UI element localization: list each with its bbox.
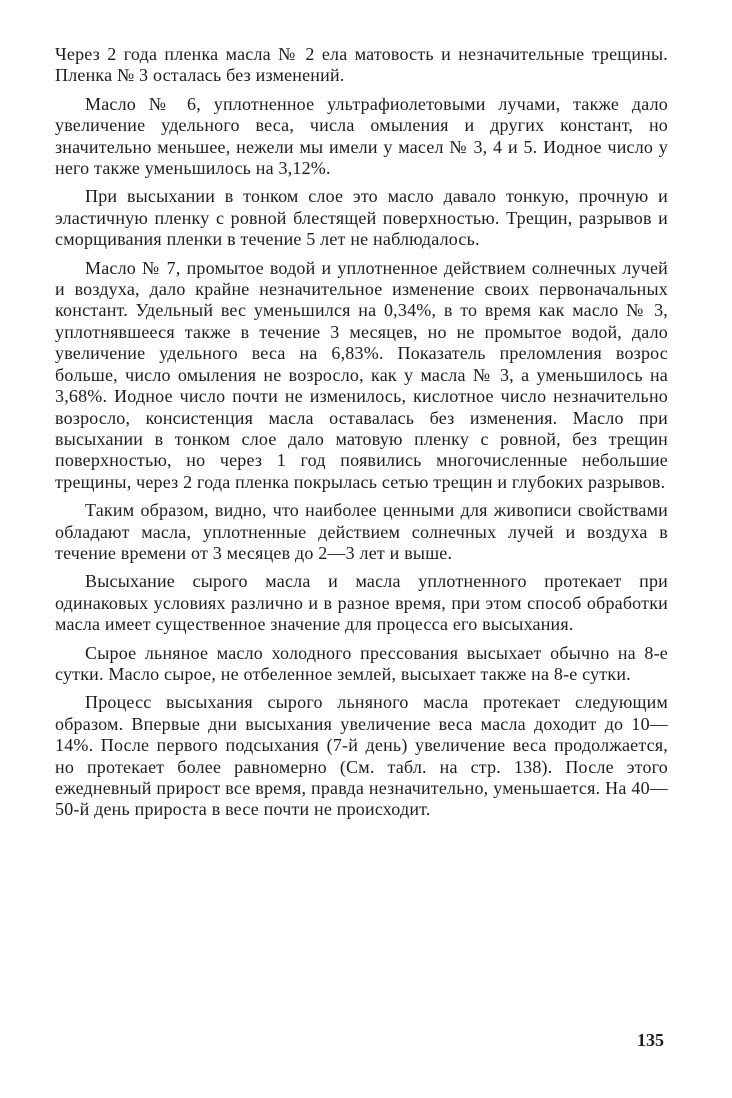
paragraph-1: Через 2 года пленка масла № 2 ела матовость и незначительные трещины. Пленка № 3 осталась без изменений. <box>55 44 668 86</box>
paragraph-7: Сырое льняное масло холодного прессования высыхает обычно на 8-е сутки. Масло сырое, не отбеленное землей, высыхает также на 8-е сутки. <box>55 642 668 684</box>
paragraph-4: Масло № 7, промытое водой и уплотненное действием солнечных лучей и воздуха, дало крайне незначительное изменение своих первоначальных констант. Удельный вес уменьшился на 0,34%, в то время как масло № 3, уплотнявшееся также в течение 3 месяцев, но не промытое водой, дало увеличение удельного веса на 6,83%. Показатель преломления возрос больше, число омыления не возросло, как у масла № 3, а уменьшилось на 3,68%. Иодное число почти не изменилось, кислотное число незначительно возросло, консистенция масла оставалась без изменения. Масло при высыхании в тонком слое дало матовую пленку с ровной, без трещин поверхностью, но через 1 год появились многочисленные небольшие трещины, через 2 года пленка покрылась сетью трещин и глубоких разрывов. <box>55 257 668 492</box>
paragraph-8: Процесс высыхания сырого льняного масла протекает следующим образом. Впервые дни высыхания увеличение веса масла доходит до 10—14%. После первого подсыхания (7-й день) увеличение веса продолжается, но протекает более равномерно (См. табл. на стр. 138). После этого ежедневный прирост все время, правда незначительно, уменьшается. На 40—50-й день прироста в весе почти не происходит. <box>55 692 668 820</box>
page-body <box>55 44 668 828</box>
page-number: 135 <box>637 1030 664 1050</box>
paragraph-2: Масло № 6, уплотненное ультрафиолетовыми лучами, также дало увеличение удельного веса, числа омыления и других констант, но значительно меньшее, нежели мы имели у масел № 3, 4 и 5. Иодное число у него также уменьшилось на 3,12%. <box>55 93 668 179</box>
paragraph-3: При высыхании в тонком слое это масло давало тонкую, прочную и эластичную пленку с ровной блестящей поверхностью. Трещин, разрывов и сморщивания пленки в течение 5 лет не наблюдалось. <box>55 186 668 250</box>
paragraph-5: Таким образом, видно, что наиболее ценными для живописи свойствами обладают масла, уплотненные действием солнечных лучей и воздуха в течение времени от 3 месяцев до 2—3 лет и выше. <box>55 500 668 563</box>
paragraph-6: Высыхание сырого масла и масла уплотненного протекает при одинаковых условиях различно и в разное время, при этом способ обработки масла имеет существенное значение для процесса его высыхания. <box>55 571 668 635</box>
